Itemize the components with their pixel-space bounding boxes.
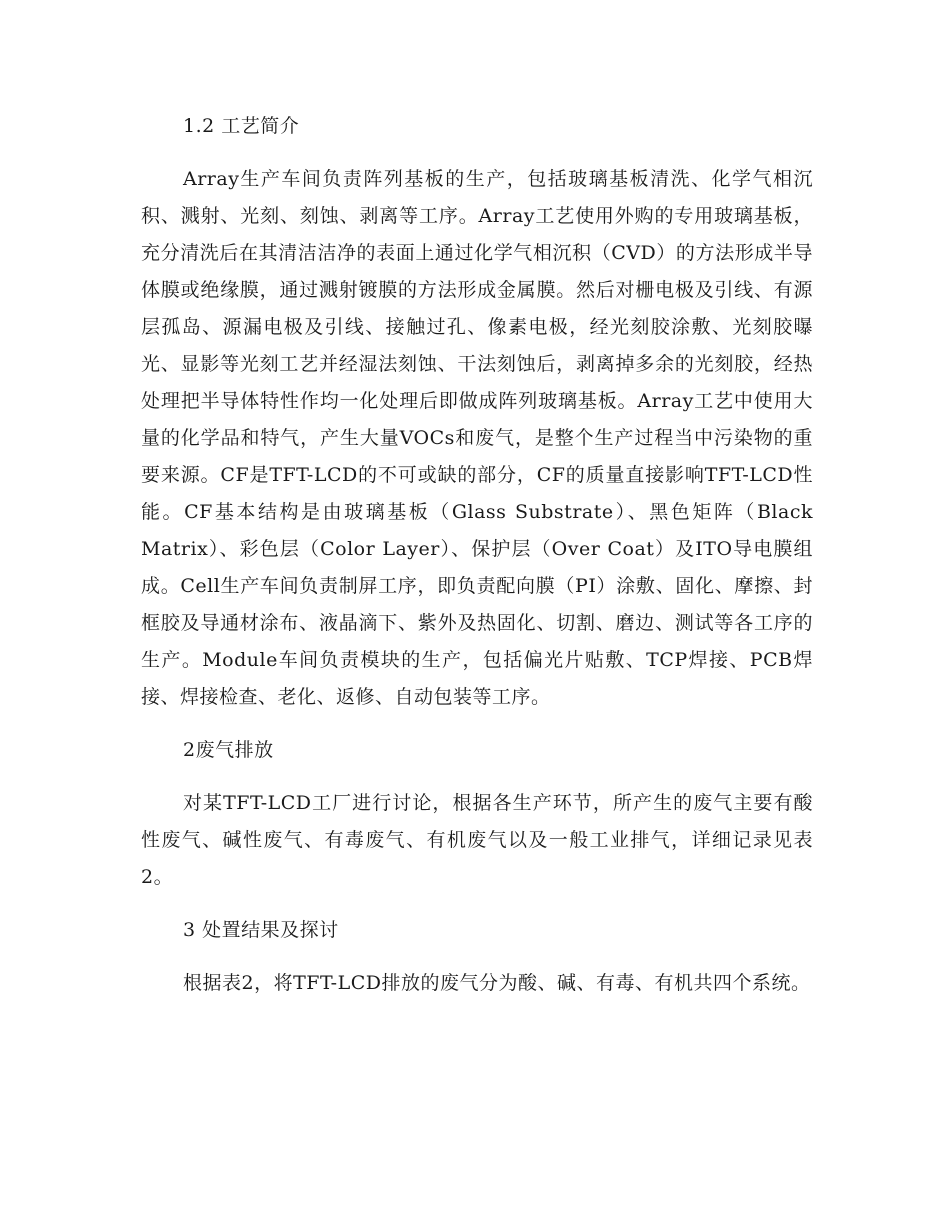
section-2-paragraph: 对某TFT-LCD工厂进行讨论，根据各生产环节，所产生的废气主要有酸性废气、碱性废气、有毒废气、有机废气以及一般工业排气，详细记录见表2。	[141, 792, 813, 888]
section-1-2-heading: 1.2 工艺简介	[183, 115, 300, 137]
section-2-heading: 2废气排放	[183, 739, 274, 761]
section-3-heading: 3 处置结果及探讨	[183, 919, 339, 941]
document-content	[141, 108, 813, 1018]
section-3-paragraph: 根据表2，将TFT-LCD排放的废气分为酸、碱、有毒、有机共四个系统。	[183, 972, 811, 994]
section-1-2-paragraph: Array生产车间负责阵列基板的生产，包括玻璃基板清洗、化学气相沉积、溅射、光刻、刻蚀、剥离等工序。Array工艺使用外购的专用玻璃基板，充分清洗后在其清洁洁净的表面上通过化学气相沉积（CVD）的方法形成半导体膜或绝缘膜，通过溅射镀膜的方法形成金属膜。然后对栅电极及引线、有源层孤岛、源漏电极及引线、接触过孔、像素电极，经光刻胶涂敷、光刻胶曝光、显影等光刻工艺并经湿法刻蚀、干法刻蚀后，剥离掉多余的光刻胶，经热处理把半导体特性作均一化处理后即做成阵列玻璃基板。Array工艺中使用大量的化学品和特气，产生大量VOCs和废气，是整个生产过程当中污染物的重要来源。CF是TFT-LCD的不可或缺的部分，CF的质量直接影响TFT-LCD性能。CF基本结构是由玻璃基板（Glass Substrate）、黑色矩阵（Black Matrix）、彩色层（Color Layer）、保护层（Over Coat）及ITO导电膜组成。Cell生产车间负责制屏工序，即负责配向膜（PI）涂敷、固化、摩擦、封框胶及导通材涂布、液晶滴下、紫外及热固化、切割、磨边、测试等各工序的生产。Module车间负责模块的生产，包括偏光片贴敷、TCP焊接、PCB焊接、焊接检查、老化、返修、自动包装等工序。	[141, 168, 813, 708]
